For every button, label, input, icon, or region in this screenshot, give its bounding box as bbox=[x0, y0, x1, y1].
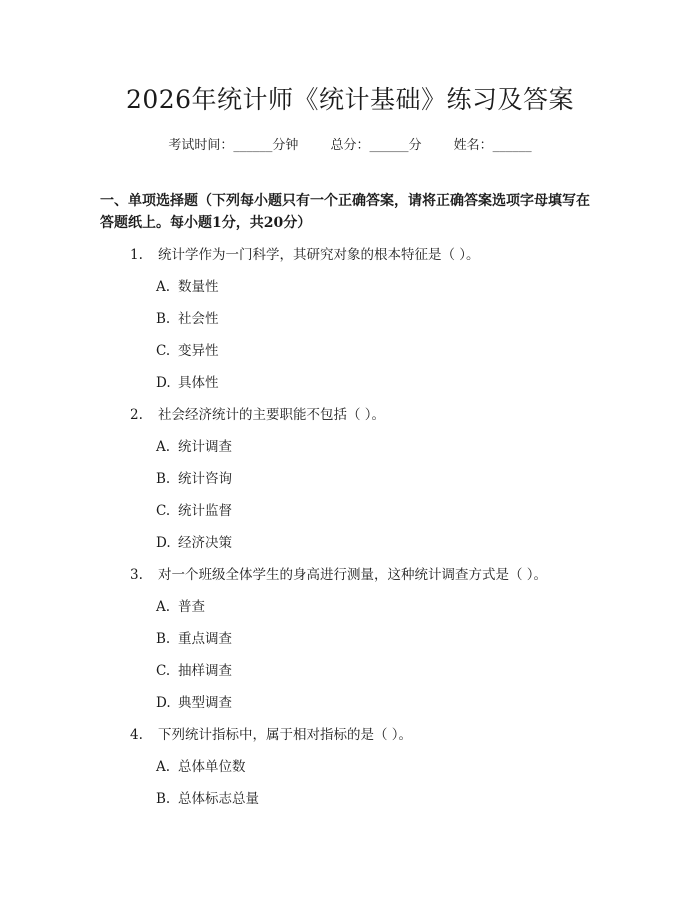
option-text: 典型调查 bbox=[178, 695, 232, 711]
question-number: 4. bbox=[130, 727, 143, 743]
answer-option bbox=[100, 276, 600, 298]
exam-time-field: 考试时间：______分钟 bbox=[168, 138, 299, 153]
option-text: 统计调查 bbox=[178, 439, 232, 455]
question-number: 3. bbox=[130, 567, 143, 583]
answer-option bbox=[100, 372, 600, 394]
question-item bbox=[100, 244, 600, 266]
option-letter: C. bbox=[156, 503, 171, 519]
question-text: 下列统计指标中，属于相对指标的是（ ）。 bbox=[158, 727, 413, 743]
page-title: 2026年统计师《统计基础》练习及答案 bbox=[125, 85, 575, 114]
option-letter: B. bbox=[156, 631, 171, 647]
option-text: 变异性 bbox=[178, 343, 219, 359]
option-list bbox=[100, 756, 600, 810]
total-score-field: 总分：______分 bbox=[330, 138, 422, 153]
option-letter: C. bbox=[156, 343, 171, 359]
answer-option bbox=[100, 308, 600, 330]
section-heading: 一、单项选择题（下列每小题只有一个正确答案，请将正确答案选项字母填写在答题纸上。每小题1分，共20分） bbox=[100, 193, 590, 231]
answer-option bbox=[100, 628, 600, 650]
question-item bbox=[100, 724, 600, 746]
option-text: 总体单位数 bbox=[178, 759, 246, 775]
option-letter: B. bbox=[156, 311, 171, 327]
answer-option bbox=[100, 660, 600, 682]
option-letter: D. bbox=[156, 535, 171, 551]
answer-option bbox=[100, 692, 600, 714]
answer-option bbox=[100, 468, 600, 490]
option-letter: A. bbox=[156, 599, 171, 615]
option-list bbox=[100, 596, 600, 714]
option-text: 统计监督 bbox=[178, 503, 232, 519]
exam-meta bbox=[100, 136, 600, 156]
question-number: 2. bbox=[130, 407, 143, 423]
option-letter: D. bbox=[156, 695, 171, 711]
option-letter: B. bbox=[156, 791, 171, 807]
answer-option bbox=[100, 532, 600, 554]
question-text: 对一个班级全体学生的身高进行测量，这种统计调查方式是（ ）。 bbox=[158, 567, 548, 583]
answer-option bbox=[100, 436, 600, 458]
question-list bbox=[100, 244, 600, 810]
option-letter: D. bbox=[156, 375, 171, 391]
option-letter: A. bbox=[156, 279, 171, 295]
answer-option bbox=[100, 500, 600, 522]
option-letter: B. bbox=[156, 471, 171, 487]
option-text: 经济决策 bbox=[178, 535, 232, 551]
question-item bbox=[100, 564, 600, 586]
question-item bbox=[100, 404, 600, 426]
option-text: 普查 bbox=[178, 599, 205, 615]
option-text: 数量性 bbox=[178, 279, 219, 295]
option-text: 统计咨询 bbox=[178, 471, 232, 487]
option-letter: C. bbox=[156, 663, 171, 679]
option-text: 总体标志总量 bbox=[178, 791, 259, 807]
option-text: 重点调查 bbox=[178, 631, 232, 647]
answer-option bbox=[100, 788, 600, 810]
option-letter: A. bbox=[156, 439, 171, 455]
option-letter: A. bbox=[156, 759, 171, 775]
option-text: 具体性 bbox=[178, 375, 219, 391]
question-number: 1. bbox=[130, 247, 143, 263]
answer-option bbox=[100, 340, 600, 362]
answer-option bbox=[100, 596, 600, 618]
option-text: 抽样调查 bbox=[178, 663, 232, 679]
student-name-field: 姓名：______ bbox=[453, 138, 532, 153]
option-list bbox=[100, 436, 600, 554]
question-text: 统计学作为一门科学，其研究对象的根本特征是（ ）。 bbox=[158, 247, 480, 263]
answer-option bbox=[100, 756, 600, 778]
option-list bbox=[100, 276, 600, 394]
option-text: 社会性 bbox=[178, 311, 219, 327]
question-text: 社会经济统计的主要职能不包括（ ）。 bbox=[158, 407, 386, 423]
